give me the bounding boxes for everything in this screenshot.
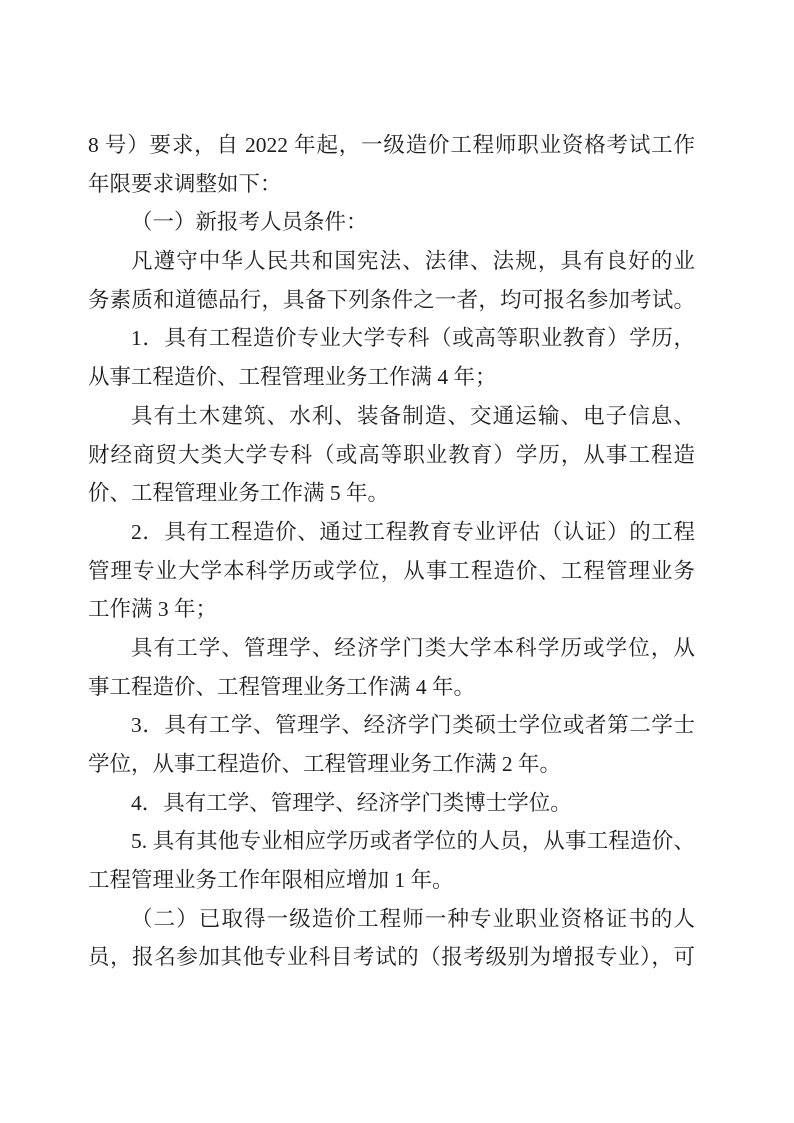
text-line: 工程管理业务工作年限相应增加 1 年。 (88, 868, 454, 893)
text-line: （二）已取得一级造价工程师一种专业职业资格证书的人 (131, 906, 695, 931)
text-line: 从事工程造价、工程管理业务工作满 4 年； (88, 365, 497, 390)
text-line: 2．具有工程造价、通过工程教育专业评估（认证）的工程 (131, 519, 695, 544)
text-line: 3．具有工学、管理学、经济学门类硕士学位或者第二学士 (131, 713, 695, 738)
text-line: 价、工程管理业务工作满 5 年。 (88, 481, 390, 506)
text-line: 工作满 3 年； (88, 597, 218, 622)
text-line: 1．具有工程造价专业大学专科（或高等职业教育）学历， (131, 326, 695, 351)
text-line: 具有土木建筑、水利、装备制造、交通运输、电子信息、 (131, 403, 695, 428)
text-line: 凡遵守中华人民共和国宪法、法律、法规，具有良好的业 (131, 249, 695, 274)
text-line: （一）新报考人员条件： (131, 210, 368, 235)
text-line: 事工程造价、工程管理业务工作满 4 年。 (88, 674, 476, 699)
text-line: 5. 具有其他专业相应学历或者学位的人员，从事工程造价、 (131, 829, 695, 854)
text-line: 管理专业大学本科学历或学位，从事工程造价、工程管理业务 (88, 558, 695, 583)
text-line: 员，报名参加其他专业科目考试的（报考级别为增报专业），可 (88, 945, 695, 970)
text-line: 学位，从事工程造价、工程管理业务工作满 2 年。 (88, 752, 562, 776)
text-line: 具有工学、管理学、经济学门类大学本科学历或学位，从 (131, 635, 695, 660)
text-line: 务素质和道德品行，具备下列条件之一者，均可报名参加考试。 (88, 287, 695, 312)
text-line: 财经商贸大类大学专科（或高等职业教育）学历，从事工程造 (88, 442, 695, 467)
text-line: 4．具有工学、管理学、经济学门类博士学位。 (131, 790, 572, 815)
document-body-text (88, 126, 695, 977)
text-line: 年限要求调整如下： (88, 171, 282, 196)
text-line: 8 号）要求，自 2022 年起，一级造价工程师职业资格考试工作 (88, 133, 695, 157)
